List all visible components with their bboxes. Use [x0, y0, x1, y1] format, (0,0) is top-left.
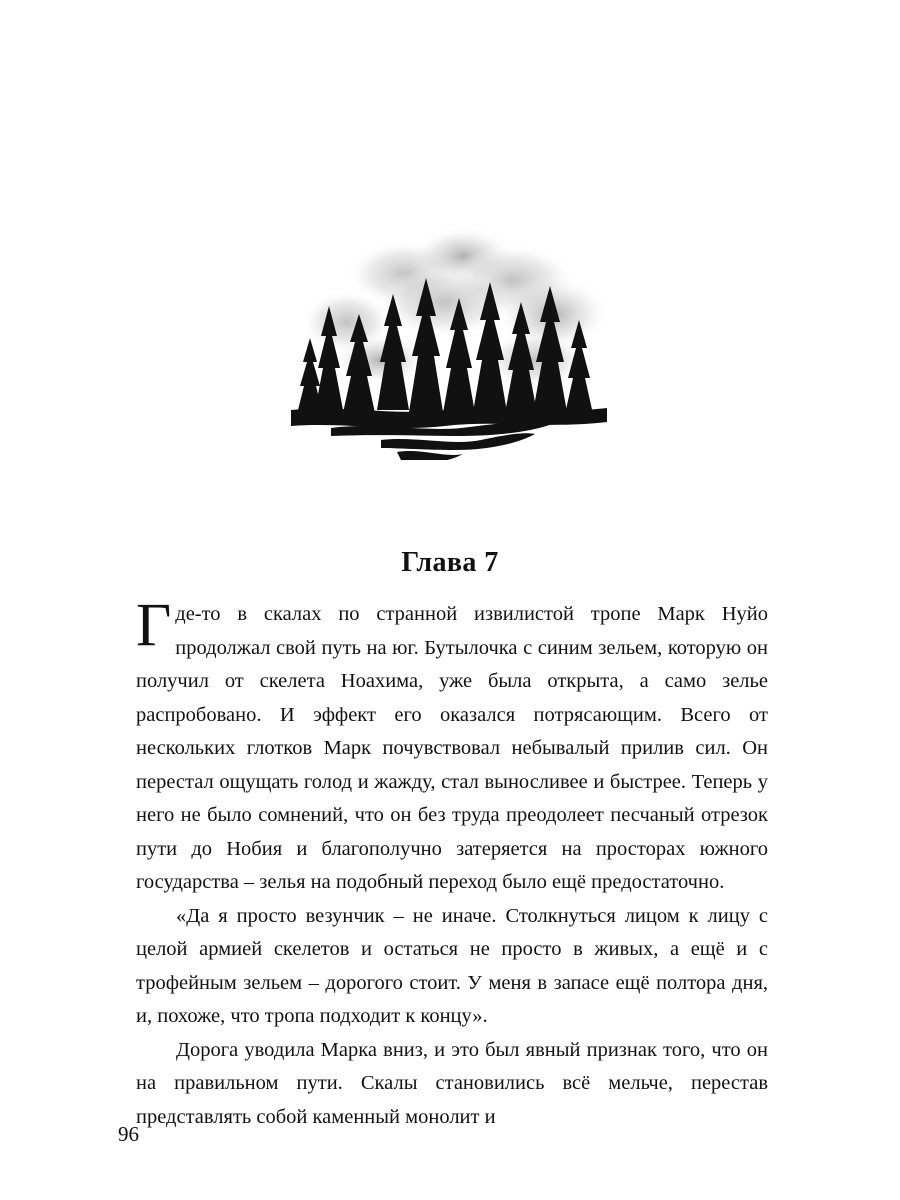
river-path [331, 421, 553, 460]
pine-forest-silhouette-illustration [0, 210, 900, 460]
page-number: 96 [118, 1122, 139, 1146]
paragraph: Дорога уводила Марка вниз, и это был явный признак того, что он на правильном пути. Скалы становились всё мельче, перестав представлять собой каменный монолит и [136, 1038, 768, 1128]
chapter-title: Глава 7 [401, 546, 499, 578]
body-text [136, 592, 768, 1134]
paragraph: Где-то в скалах по странной извилистой тропе Марк Нуйо продолжал свой путь на юг. Бутылочка с синим зельем, которую он получил от скелета Ноахима, уже была открыта, а само зелье распробовано. И эффект его оказался потрясающим. Всего от нескольких глотков Марк почувствовал небывалый прилив сил. Он перестал ощущать голод и жажду, стал выносливее и быстрее. Теперь у него не было сомнений, что он без труда преодолеет песчаный отрезок пути до Нобия и благополучно затеряется на просторах южного государства – зелья на подобный переход было ещё предостаточно. [136, 592, 768, 893]
paragraph: «Да я просто везунчик – не иначе. Столкнуться лицом к лицу с целой армией скелетов и остаться не просто в живых, а ещё и с трофейным зельем – дорогого стоит. У меня в запасе ещё полтора дня, и, похоже, что тропа подходит к концу». [136, 904, 768, 1027]
